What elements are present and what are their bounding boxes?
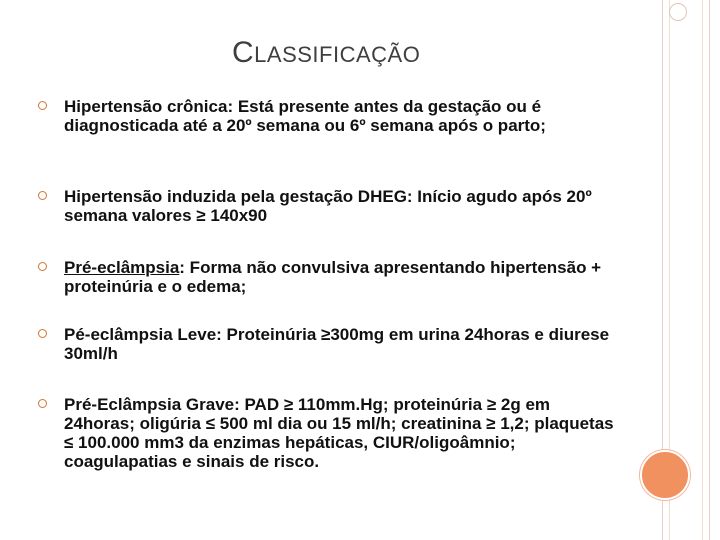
list-item-text: Hipertensão crônica: Está presente antes da gestação ou é diagnosticada até a 20º semana ou 6º semana após o parto; (64, 97, 546, 135)
circle-bullet-icon (38, 101, 47, 110)
list-item-text (64, 258, 624, 296)
circle-bullet-icon (38, 262, 47, 271)
circle-bullet-icon (38, 191, 47, 200)
title-rest: LASSIFICAÇÃO (254, 42, 421, 67)
list-item-text: Hipertensão induzida pela gestação DHEG: Início agudo após 20º semana valores ≥ 140x90 (64, 187, 592, 225)
circle-bullet-icon (38, 399, 47, 408)
list-item-text: Pré-Eclâmpsia Grave: PAD ≥ 110mm.Hg; proteinúria ≥ 2g em 24horas; oligúria ≤ 500 ml dia ou 15 ml/h; creatinina ≥ 1,2; plaquetas ≤ 100.000 mm3 da enzimas hepáticas, CIUR/oligoâmnio; coagulapatias e sinais de risco. (64, 395, 614, 471)
title-first-letter: C (232, 36, 255, 69)
underlined-term: Pré-eclâmpsia (64, 258, 180, 277)
list-item-text: Pé-eclâmpsia Leve: Proteinúria ≥300mg em urina 24horas e diurese 30ml/h (64, 325, 610, 363)
circle-bullet-icon (38, 329, 47, 338)
list-item-text-rest: : Forma não convulsiva apresentando hipertensão + proteinúria e o edema; (64, 258, 602, 296)
